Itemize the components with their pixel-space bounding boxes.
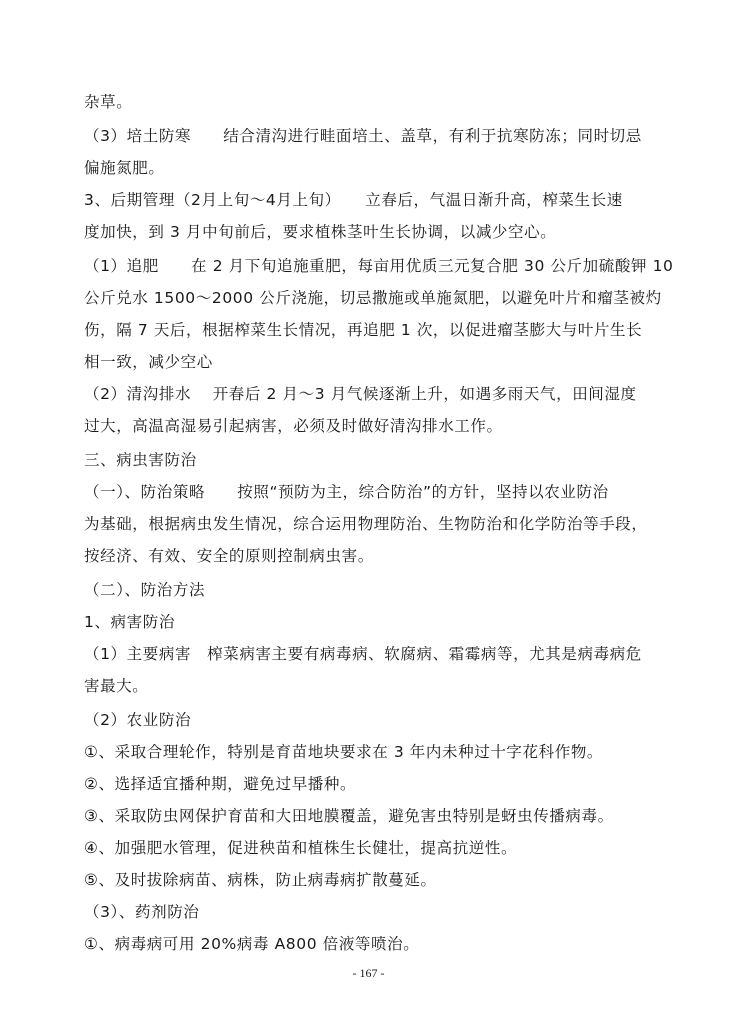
list-item: ②、选择适宜播种期，避免过早播种。 — [84, 775, 357, 793]
list-item: ⑤、及时拔除病苗、病株，防止病毒病扩散蔓延。 — [84, 871, 437, 889]
subsection-heading: （2）农业防治 — [84, 711, 192, 729]
text-line: 偏施氮肥。 — [84, 159, 165, 177]
text-line: （一）、防治策略 按照“预防为主，综合防治”的方针，坚持以农业防治 — [84, 483, 609, 501]
text-line: 过大，高温高湿易引起病害，必须及时做好清沟排水工作。 — [84, 417, 503, 435]
list-item: ③、采取防虫网保护育苗和大田地膜覆盖，避免害虫特别是蚜虫传播病毒。 — [84, 807, 614, 825]
text-line: （3）培土防寒 结合清沟进行畦面培土、盖草，有利于抗寒防冻；同时切忌 — [84, 127, 642, 145]
text-line: 相一致，减少空心 — [84, 353, 213, 371]
subsection-heading: （3）、药剂防治 — [84, 903, 200, 921]
text-line: 杂草。 — [84, 93, 133, 111]
text-line: 公斤兑水 1500～2000 公斤浇施，切忌撒施或单施氮肥，以避免叶片和瘤茎被灼 — [84, 289, 662, 307]
list-item: ①、病毒病可用 20%病毒 A800 倍液等喷治。 — [84, 935, 420, 953]
text-line: （1）主要病害 榨菜病害主要有病毒病、软腐病、霜霉病等，尤其是病毒病危 — [84, 645, 642, 663]
page-number: - 167 - — [352, 966, 385, 980]
section-heading: 三、病虫害防治 — [84, 451, 197, 469]
text-line: 伤，隔 7 天后，根据榨菜生长情况，再追肥 1 次，以促进瘤茎膨大与叶片生长 — [84, 321, 643, 339]
text-line: 3、后期管理（2月上旬～4月上旬） 立春后，气温日渐升高，榨菜生长速 — [84, 191, 623, 209]
subsection-heading: 1、病害防治 — [84, 613, 175, 631]
text-line: （1）追肥 在 2 月下旬追施重肥，每亩用优质三元复合肥 30 公斤加硫酸钾 10 — [84, 257, 674, 275]
list-item: ①、采取合理轮作，特别是育苗地块要求在 3 年内未种过十字花科作物。 — [84, 743, 604, 761]
text-line: （2）清沟排水 开春后 2 月～3 月气候逐渐上升，如遇多雨天气，田间湿度 — [84, 385, 637, 403]
subsection-heading: （二）、防治方法 — [84, 581, 206, 599]
list-item: ④、加强肥水管理，促进秧苗和植株生长健壮，提高抗逆性。 — [84, 839, 518, 857]
text-line: 为基础，根据病虫发生情况，综合运用物理防治、生物防治和化学防治等手段， — [84, 515, 648, 533]
text-line: 害最大。 — [84, 677, 149, 695]
text-line: 度加快，到 3 月中旬前后，要求植株茎叶生长协调，以减少空心。 — [84, 223, 557, 241]
text-line: 按经济、有效、安全的原则控制病虫害。 — [84, 547, 374, 565]
